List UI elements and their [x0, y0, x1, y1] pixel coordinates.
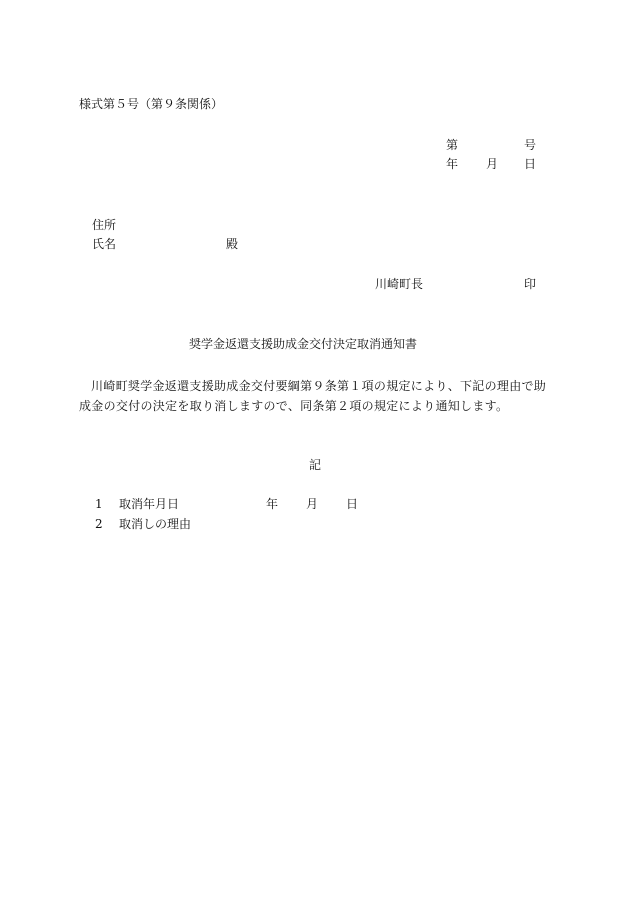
name-label: 氏名	[92, 237, 117, 251]
address-label: 住所	[92, 218, 117, 232]
date-year-label: 年	[446, 157, 459, 171]
number-label: 第	[446, 138, 459, 152]
item-number: 2	[95, 517, 103, 531]
item-day-label: 日	[346, 497, 359, 511]
form-label: 様式第５号（第９条関係）	[79, 97, 224, 111]
notes-heading: 記	[309, 458, 322, 472]
seal-mark: 印	[524, 277, 537, 291]
body-paragraph: 川崎町奨学金返還支援助成金交付要綱第９条第１項の規定により、下記の理由で助成金の交付の決定を取り消しますので、同条第２項の規定により通知します。	[79, 379, 547, 413]
item-year-label: 年	[266, 497, 279, 511]
sender-title: 川崎町長	[375, 277, 424, 291]
date-day-label: 日	[524, 157, 537, 171]
item-month-label: 月	[306, 497, 319, 511]
item-label: 取消年月日	[119, 497, 180, 511]
item-label: 取消しの理由	[119, 517, 192, 531]
honorific: 殿	[226, 237, 239, 251]
number-suffix: 号	[524, 138, 537, 152]
date-month-label: 月	[486, 157, 499, 171]
item-number: 1	[95, 497, 103, 511]
document-title: 奨学金返還支援助成金交付決定取消通知書	[189, 337, 418, 351]
